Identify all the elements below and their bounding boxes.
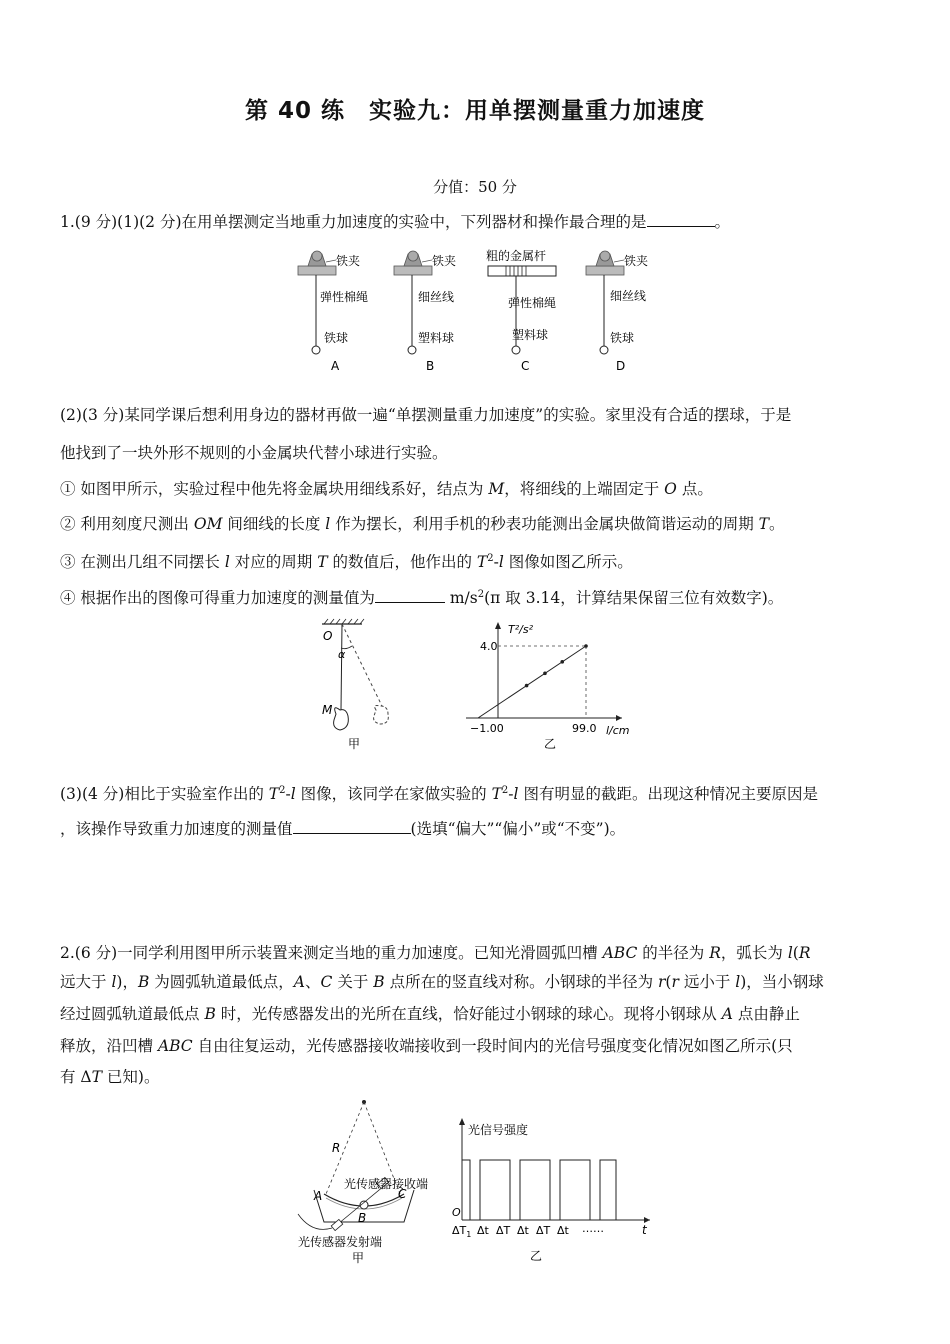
q2-line2: 远大于 l)，B 为圆弧轨道最低点，A、C 关于 B 点所在的竖直线对称。小钢球的半径为 r(r 远小于 l)，当小钢球: [60, 973, 824, 991]
q1-part3-line2: ，该操作导致重力加速度的测量值 (选填“偏大”“偏小”或“不变”)。: [60, 820, 626, 838]
q1-step2: ② 利用刻度尺测出 OM 间细线的长度 l 作为摆长，利用手机的秒表功能测出金属块做简谐运动的周期 T。: [60, 515, 785, 533]
label-c-bottom: 塑料球: [512, 328, 549, 342]
label-m: M: [322, 703, 333, 717]
label-dT2: ΔT: [496, 1224, 511, 1237]
label-c: C: [398, 1187, 407, 1201]
x-axis-label: l/cm: [606, 724, 630, 737]
q1-part2-line1: (2)(3 分)某同学课后想利用身边的器材再做一遍“单摆测量重力加速度”的实验。家里没有合适的摆球，于是: [60, 406, 792, 424]
apparatus-a: [298, 251, 368, 373]
label-dT3: ΔT: [536, 1224, 551, 1237]
q1-part2-line2: 他找到了一块外形不规则的小金属块代替小球进行实验。: [60, 444, 448, 462]
score-line: 分值：50 分: [433, 178, 517, 196]
label-a: A: [314, 1189, 323, 1203]
caption-yi: 乙: [544, 737, 557, 751]
label-dT1: $\Delta T_1$: [452, 1224, 472, 1239]
label-c: C: [521, 359, 530, 373]
label-receiver: 光传感器接收端: [344, 1177, 429, 1191]
groove-and-signal-figure: [292, 1094, 662, 1266]
label-d-mid: 细丝线: [610, 289, 647, 303]
answer-blank[interactable]: [647, 212, 715, 227]
q2-line3: 经过圆弧轨道最低点 B 时，光传感器发出的光所在直线，恰好能过小钢球的球心。现将小钢球从 A 点由静止: [60, 1005, 800, 1023]
q1-step1: ① 如图甲所示，实验过程中他先将金属块用细线系好，结点为 M，将细线的上端固定于 O 点。: [60, 480, 713, 498]
apparatus-figure: [290, 246, 670, 378]
label-t: t: [642, 1223, 647, 1237]
label-b-top: 铁夹: [432, 254, 457, 268]
y-axis-label: 光信号强度: [468, 1123, 529, 1137]
label-dots: ……: [582, 1222, 604, 1235]
label-b: B: [426, 359, 435, 373]
label-c-top: 粗的金属杆: [486, 249, 547, 263]
q2-line4: 释放，沿凹槽 ABC 自由往复运动，光传感器接收端接收到一段时间内的光信号强度变化情况如图乙所示(只: [60, 1037, 793, 1055]
pendulum-and-graph-figure: [310, 618, 650, 756]
label-a: A: [331, 359, 340, 373]
caption-jia: 甲: [348, 737, 361, 751]
apparatus-d: [586, 251, 648, 373]
q1-stem-end: 。: [714, 213, 731, 231]
page-title: 第 40 练 实验九：用单摆测量重力加速度: [244, 98, 706, 124]
q1-part3-line1: (3)(4 分)相比于实验室作出的 $T^2-l$ 图像，该同学在家做实验的 $T^2-l$ 图有明显的截距。出现这种情况主要原因是: [60, 785, 818, 804]
label-dt1: Δt: [477, 1224, 489, 1237]
figure-yi-signal: [452, 1118, 650, 1263]
label-o: O: [323, 629, 333, 643]
q2-line5: 有 ΔT 已知)。: [60, 1068, 160, 1086]
apparatus-c: [486, 248, 556, 373]
label-a-mid: 弹性棉绳: [320, 290, 369, 304]
label-a-top: 铁夹: [336, 254, 361, 268]
x-tick-neg: −1.00: [470, 722, 504, 735]
label-c-mid: 弹性棉绳: [508, 296, 557, 310]
q1-stem-text: 1.(9 分)(1)(2 分)在用单摆测定当地重力加速度的实验中，下列器材和操作最合理的是: [60, 213, 647, 231]
label-b-mid: 细丝线: [418, 290, 455, 304]
label-emitter: 光传感器发射端: [298, 1235, 383, 1249]
label-d-bottom: 铁球: [610, 331, 635, 345]
label-b: B: [358, 1211, 367, 1225]
label-b-bottom: 塑料球: [418, 331, 455, 345]
label-dt2: Δt: [517, 1224, 529, 1237]
data-point-2: [543, 672, 547, 676]
data-point-3: [560, 660, 564, 664]
fit-line: [478, 646, 586, 718]
data-point-1: [525, 684, 529, 688]
figure-jia-pendulum: [322, 619, 388, 751]
data-point-4: [584, 644, 588, 648]
label-alpha: α: [338, 648, 346, 661]
caption-jia: 甲: [352, 1251, 365, 1265]
label-dt3: Δt: [557, 1224, 569, 1237]
q1-step3: ③ 在测出几组不同摆长 l 对应的周期 T 的数值后，他作出的 $T^2-l$ 图像如图乙所示。: [60, 553, 633, 572]
label-a-bottom: 铁球: [324, 331, 349, 345]
apparatus-b: [394, 251, 456, 373]
label-r: R: [332, 1141, 341, 1155]
caption-yi: 乙: [530, 1249, 543, 1263]
x-tick-99: 99.0: [572, 722, 597, 735]
label-d-top: 铁夹: [624, 254, 649, 268]
y-axis-label: T²/s²: [508, 623, 533, 636]
figure-jia-groove: [298, 1100, 428, 1265]
figure-yi-graph: [466, 622, 630, 751]
answer-blank[interactable]: [375, 588, 445, 603]
label-origin: O: [452, 1206, 461, 1219]
answer-blank[interactable]: [293, 819, 411, 834]
y-tick-4: 4.0: [480, 640, 498, 653]
q2-line1: 2.(6 分)一同学利用图甲所示装置来测定当地的重力加速度。已知光滑圆弧凹槽 ABC 的半径为 R，弧长为 l(R: [60, 944, 811, 962]
label-d: D: [616, 359, 626, 373]
q1-stem: [60, 211, 892, 233]
q1-step4: ④ 根据作出的图像可得重力加速度的测量值为 $m/s^2(\pi$ 取 3.14，计算结果保留三位有效数字)。: [60, 589, 784, 608]
